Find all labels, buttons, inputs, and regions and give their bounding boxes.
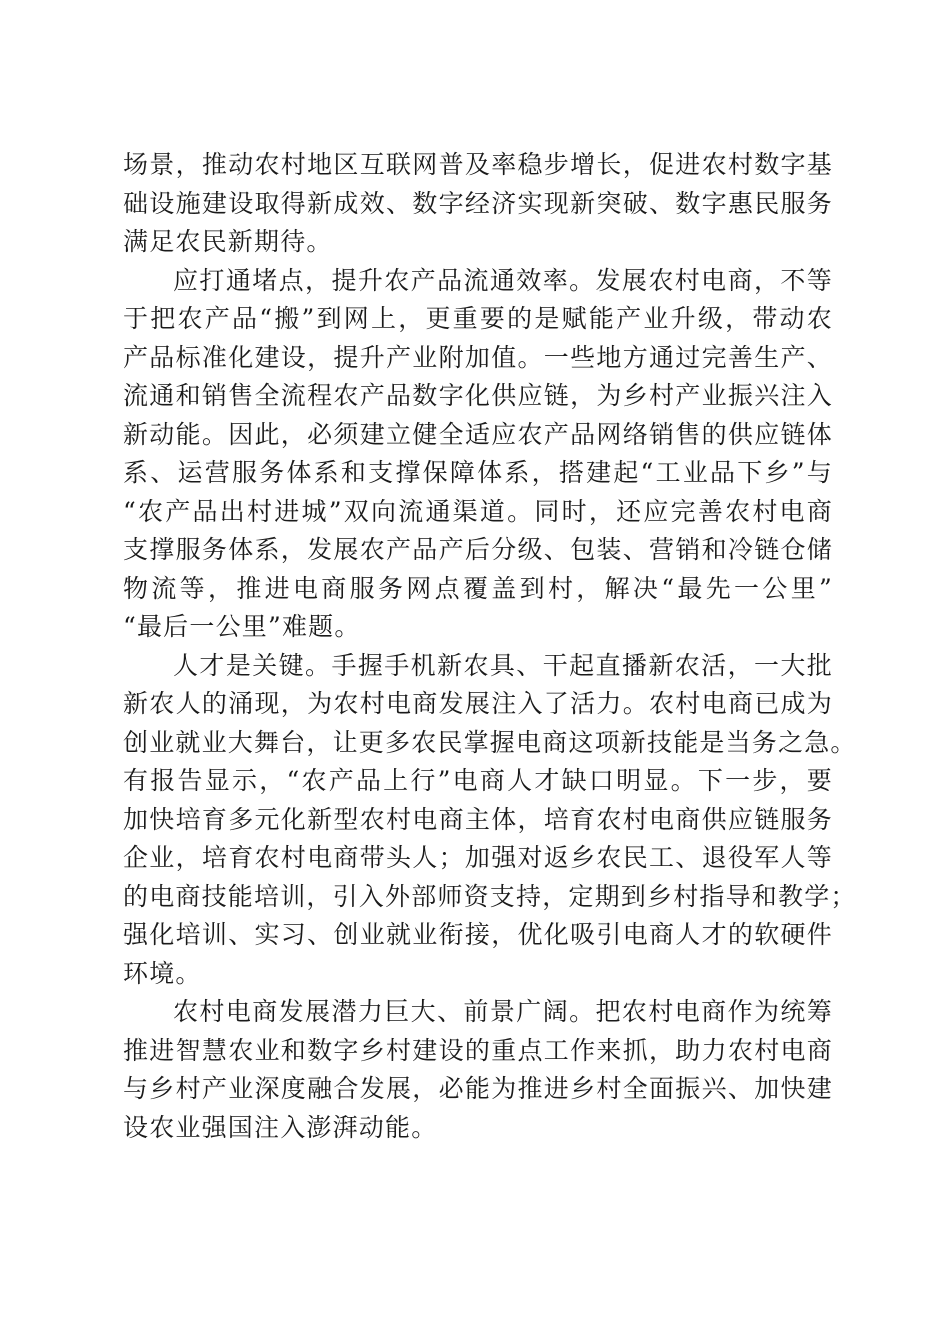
paragraph-3 [123,647,857,994]
text-line: 的电商技能培训，引入外部师资支持，定期到乡村指导和教学； [123,881,857,911]
paragraph-1 [123,146,833,262]
paragraph-2 [123,262,833,647]
text-line: 企业，培育农村电商带头人；加强对返乡农民工、退役军人等 [123,843,833,872]
text-line: 应打通堵点，提升农产品流通效率。发展农村电商，不等 [173,265,833,295]
text-line: 创业就业大舞台，让更多农民掌握电商这项新技能是当务之急。 [123,727,857,757]
text-line: 新动能。因此，必须建立健全适应农产品网络销售的供应链体 [123,419,833,449]
text-line: 满足农民新期待。 [123,227,333,256]
text-line: 物流等，推进电商服务网点覆盖到村，解决“最先一公里” [123,573,833,603]
text-line: 农村电商发展潜力巨大、前景广阔。把农村电商作为统筹 [173,997,833,1026]
text-line: 于把农产品“搬”到网上，更重要的是赋能产业升级，带动农 [123,304,833,333]
text-line: 支撑服务体系，发展农产品产后分级、包装、营销和冷链仓储 [123,535,833,564]
text-line: 人才是关键。手握手机新农具、干起直播新农活，一大批 [173,650,833,680]
text-line: 设农业强国注入澎湃动能。 [123,1112,438,1142]
text-line: 流通和销售全流程农产品数字化供应链，为乡村产业振兴注入 [123,381,833,410]
text-line: 强化培训、实习、创业就业衔接，优化吸引电商人才的软硬件 [123,920,833,949]
text-line: 础设施建设取得新成效、数字经济实现新突破、数字惠民服务 [123,188,833,218]
text-line: “农产品出村进城”双向流通渠道。同时，还应完善农村电商 [123,496,833,526]
text-line: 推进智慧农业和数字乡村建设的重点工作来抓，助力农村电商 [123,1035,833,1065]
text-line: 场景，推动农村地区互联网普及率稳步增长，促进农村数字基 [123,150,833,179]
text-line: 环境。 [123,958,202,988]
text-line: 加快培育多元化新型农村电商主体，培育农村电商供应链服务 [123,804,833,834]
text-line: 新农人的涌现，为农村电商发展注入了活力。农村电商已成为 [123,689,833,718]
text-line: 系、运营服务体系和支撑保障体系，搭建起“工业品下乡”与 [123,458,833,487]
article-body [123,146,857,1147]
text-line: 产品标准化建设，提升产业附加值。一些地方通过完善生产、 [123,342,833,372]
text-line: “最后一公里”难题。 [123,612,361,641]
text-line: 与乡村产业深度融合发展，必能为推进乡村全面振兴、加快建 [123,1074,833,1103]
text-line: 有报告显示，“农产品上行”电商人才缺口明显。下一步，要 [123,766,833,795]
paragraph-4 [123,993,833,1147]
